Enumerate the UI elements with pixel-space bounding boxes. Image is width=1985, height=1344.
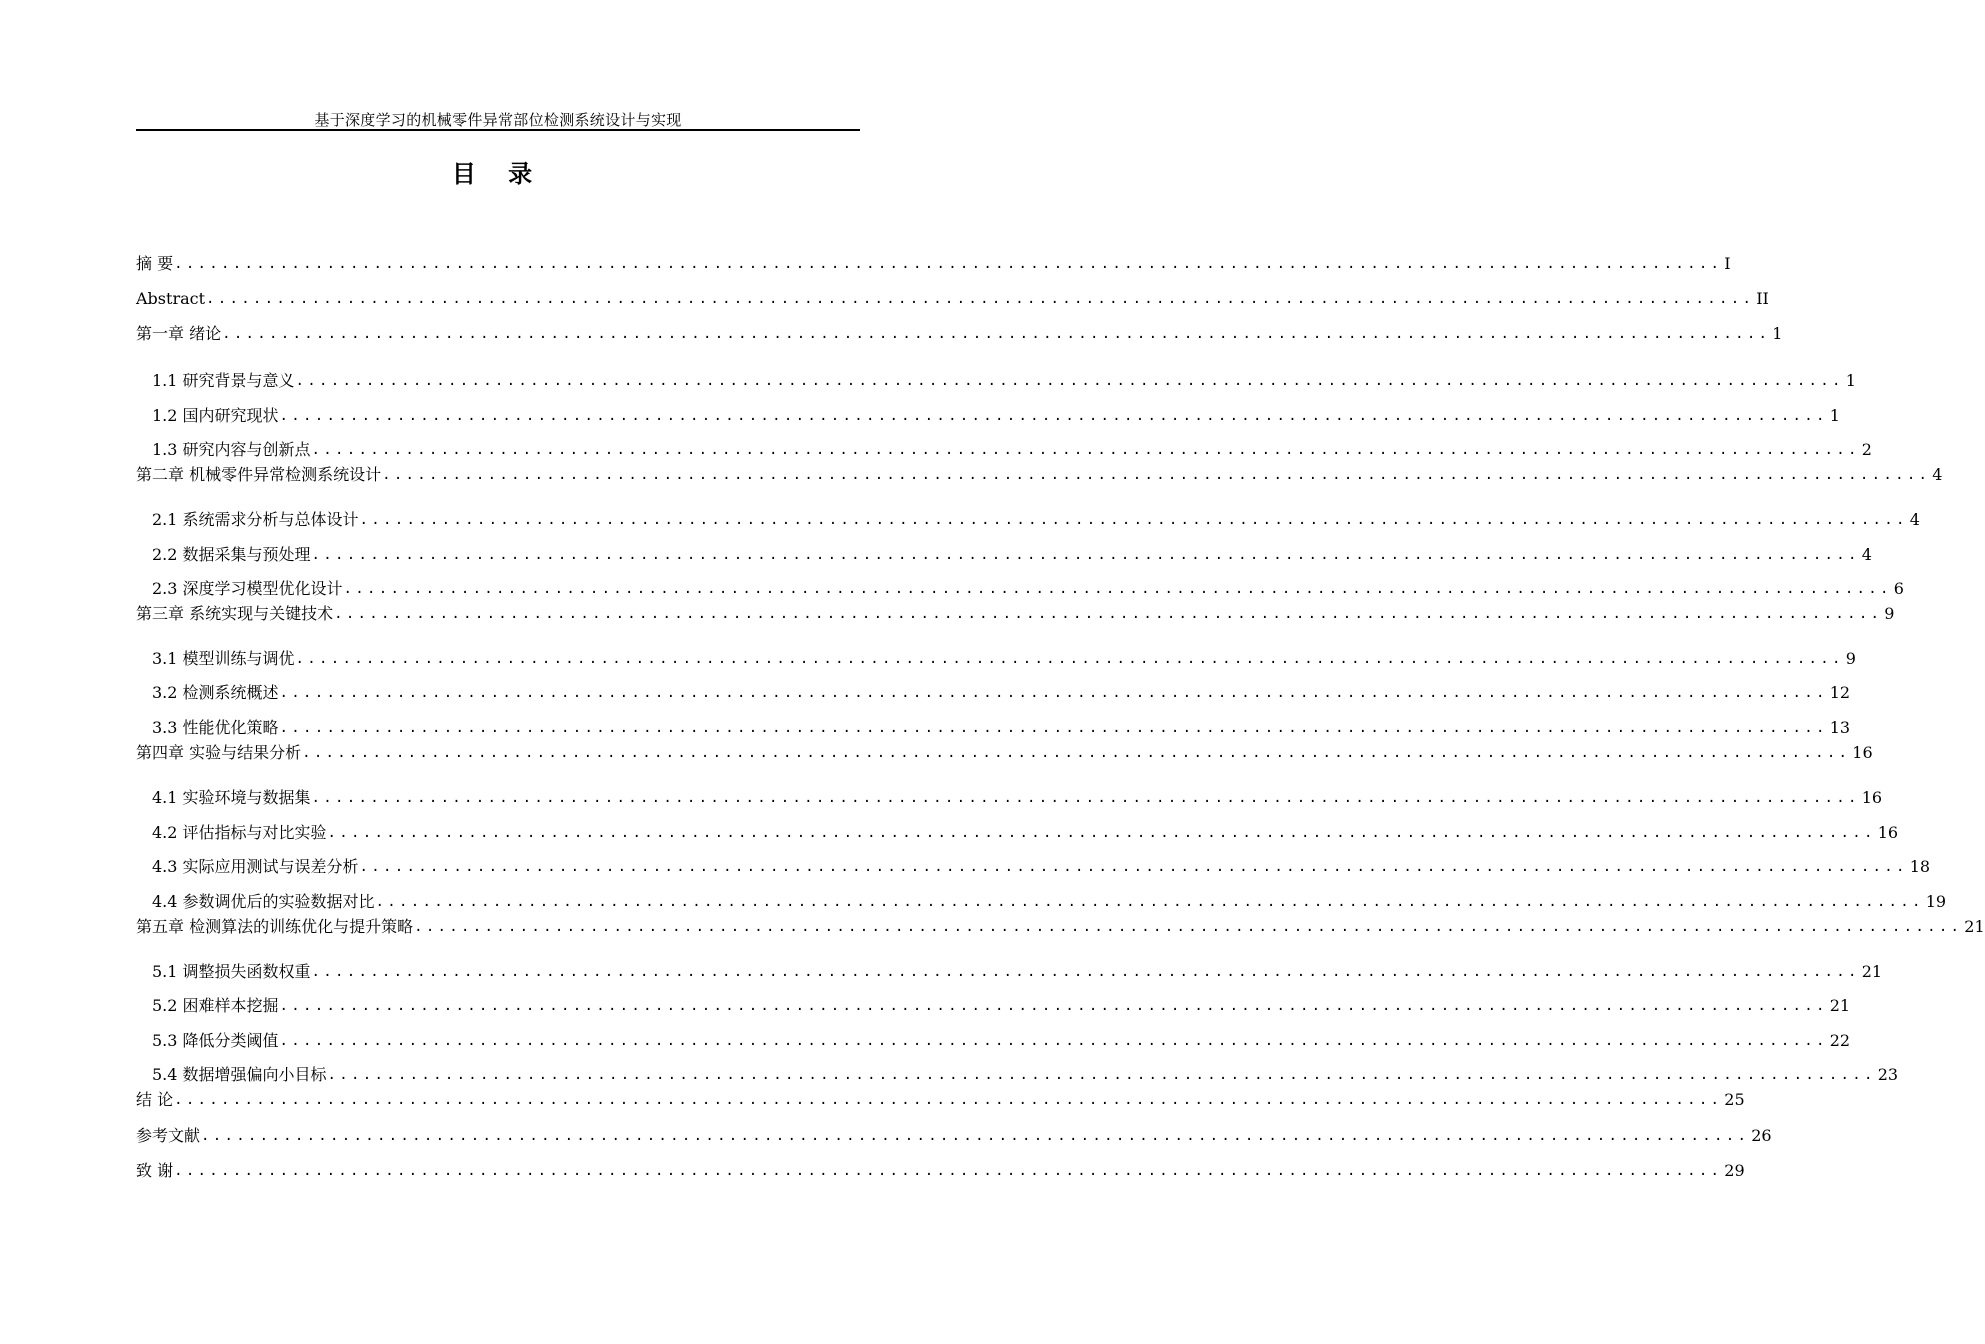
toc-entry-page: I — [1724, 254, 1731, 273]
toc-dot-leader: .................................................................................................................................... — [359, 859, 1908, 875]
toc-entry-page: 21 — [1964, 917, 1985, 936]
toc-entry-page: 23 — [1877, 1065, 1899, 1084]
toc-dot-leader: .................................................................................................................................... — [382, 467, 1931, 483]
toc-entry-page: 26 — [1751, 1126, 1772, 1145]
toc-entry-label: 5.4 数据增强偏向小目标 — [152, 1065, 327, 1084]
toc-dot-leader: .................................................................................................................................... — [327, 825, 1876, 841]
toc-dot-leader: .................................................................................................................................... — [359, 512, 1908, 528]
toc-entry-page: II — [1756, 289, 1769, 308]
toc-dot-leader: .................................................................................................................................... — [343, 581, 1892, 597]
toc-entry[interactable] — [136, 821, 1899, 845]
toc-entry[interactable] — [136, 994, 1851, 1018]
toc-entry[interactable] — [136, 322, 1783, 346]
toc-entry-label: 摘 要 — [136, 254, 174, 273]
toc-entry-label: 第四章 实验与结果分析 — [136, 743, 302, 762]
toc-entry-label: 4.2 评估指标与对比实验 — [152, 823, 327, 842]
toc-entry-label: Abstract — [136, 289, 206, 308]
toc-entry-label: 1.1 研究背景与意义 — [152, 371, 295, 390]
toc-entry-page: 25 — [1724, 1090, 1745, 1109]
toc-dot-leader: .................................................................................................................................... — [206, 291, 1755, 307]
toc-entry[interactable] — [136, 252, 1731, 276]
toc-entry[interactable] — [136, 438, 1872, 462]
toc-dot-leader: .................................................................................................................................... — [414, 919, 1963, 935]
toc-dot-leader: .................................................................................................................................... — [279, 998, 1828, 1014]
toc-dot-leader: .................................................................................................................................... — [302, 745, 1851, 761]
running-header: 基于深度学习的机械零件异常部位检测系统设计与实现 — [314, 111, 682, 129]
toc-entry-page: 4 — [1932, 465, 1943, 484]
toc-entry-label: 参考文献 — [136, 1126, 201, 1145]
toc-dot-leader: .................................................................................................................................... — [311, 790, 1860, 806]
toc-entry[interactable] — [136, 1088, 1745, 1112]
toc-entry-label: 结 论 — [136, 1090, 174, 1109]
toc-entry[interactable] — [136, 602, 1895, 626]
toc-entry-page: 16 — [1861, 788, 1883, 807]
toc-entry-page: 1 — [1829, 406, 1840, 425]
toc-dot-leader: .................................................................................................................................... — [279, 1033, 1828, 1049]
toc-entry-label: 5.2 困难样本挖掘 — [152, 996, 279, 1015]
toc-entry-page: 18 — [1909, 857, 1931, 876]
toc-entry[interactable] — [136, 681, 1851, 705]
toc-entry[interactable] — [136, 463, 1943, 487]
toc-entry-page: 16 — [1852, 743, 1873, 762]
toc-dot-leader: .................................................................................................................................... — [311, 547, 1860, 563]
toc-dot-leader: .................................................................................................................................... — [295, 651, 1844, 667]
toc-entry-label: 第二章 机械零件异常检测系统设计 — [136, 465, 382, 484]
toc-entry[interactable] — [136, 577, 1904, 601]
toc-dot-leader: .................................................................................................................................... — [279, 408, 1828, 424]
toc-entry-page: 2 — [1861, 440, 1872, 459]
toc-entry-label: 2.3 深度学习模型优化设计 — [152, 579, 343, 598]
toc-entry[interactable] — [136, 1124, 1772, 1148]
toc-dot-leader: .................................................................................................................................... — [279, 720, 1828, 736]
toc-title: 目 录 — [451, 160, 545, 188]
toc-entry-page: 6 — [1893, 579, 1904, 598]
toc-entry[interactable] — [136, 915, 1985, 939]
toc-entry[interactable] — [136, 543, 1872, 567]
toc-dot-leader: .................................................................................................................................... — [334, 606, 1883, 622]
toc-entry-label: 4.4 参数调优后的实验数据对比 — [152, 892, 375, 911]
toc-entry[interactable] — [136, 716, 1851, 740]
toc-entry[interactable] — [136, 369, 1856, 393]
toc-entry-page: 1 — [1845, 371, 1856, 390]
toc-entry-page: 12 — [1829, 683, 1851, 702]
toc-entry-page: 21 — [1829, 996, 1851, 1015]
toc-dot-leader: .................................................................................................................................... — [279, 685, 1828, 701]
toc-entry[interactable] — [136, 508, 1920, 532]
toc-entry-page: 13 — [1829, 718, 1851, 737]
toc-entry-label: 2.1 系统需求分析与总体设计 — [152, 510, 359, 529]
toc-entry-label: 第三章 系统实现与关键技术 — [136, 604, 334, 623]
toc-dot-leader: .................................................................................................................................... — [311, 442, 1860, 458]
toc-entry-page: 16 — [1877, 823, 1899, 842]
toc-entry[interactable] — [136, 786, 1883, 810]
toc-entry-page: 21 — [1861, 962, 1883, 981]
toc-entry-label: 4.3 实际应用测试与误差分析 — [152, 857, 359, 876]
toc-dot-leader: .................................................................................................................................... — [174, 1092, 1723, 1108]
toc-entry-page: 4 — [1861, 545, 1872, 564]
toc-dot-leader: .................................................................................................................................... — [295, 373, 1844, 389]
toc-entry[interactable] — [136, 1063, 1899, 1087]
toc-dot-leader: .................................................................................................................................... — [327, 1067, 1876, 1083]
toc-entry-page: 9 — [1884, 604, 1895, 623]
toc-entry-page: 4 — [1909, 510, 1920, 529]
toc-entry-label: 3.3 性能优化策略 — [152, 718, 279, 737]
toc-entry-label: 5.3 降低分类阈值 — [152, 1031, 279, 1050]
toc-entry-label: 第一章 绪论 — [136, 324, 222, 343]
toc-entry-label: 2.2 数据采集与预处理 — [152, 545, 311, 564]
toc-entry[interactable] — [136, 855, 1931, 879]
toc-entry[interactable] — [136, 1159, 1745, 1183]
toc-entry[interactable] — [136, 960, 1883, 984]
toc-entry[interactable] — [136, 741, 1873, 765]
toc-dot-leader: .................................................................................................................................... — [201, 1128, 1750, 1144]
toc-entry[interactable] — [136, 287, 1769, 311]
toc-entry[interactable] — [136, 890, 1947, 914]
toc-entry[interactable] — [136, 404, 1840, 428]
toc-entry-label: 4.1 实验环境与数据集 — [152, 788, 311, 807]
toc-entry[interactable] — [136, 647, 1856, 671]
toc-entry-label: 1.3 研究内容与创新点 — [152, 440, 311, 459]
toc-entry-label: 3.1 模型训练与调优 — [152, 649, 295, 668]
header-rule — [136, 129, 860, 131]
toc-dot-leader: .................................................................................................................................... — [375, 894, 1924, 910]
toc-entry-label: 1.2 国内研究现状 — [152, 406, 279, 425]
toc-entry-page: 19 — [1925, 892, 1947, 911]
toc-entry-label: 3.2 检测系统概述 — [152, 683, 279, 702]
toc-dot-leader: .................................................................................................................................... — [311, 964, 1860, 980]
toc-entry-page: 22 — [1829, 1031, 1851, 1050]
toc-dot-leader: .................................................................................................................................... — [174, 256, 1723, 272]
toc-entry-page: 1 — [1772, 324, 1783, 343]
toc-entry-page: 29 — [1724, 1161, 1745, 1180]
toc-entry-label: 第五章 检测算法的训练优化与提升策略 — [136, 917, 414, 936]
toc-entry-label: 5.1 调整损失函数权重 — [152, 962, 311, 981]
toc-dot-leader: .................................................................................................................................... — [174, 1163, 1723, 1179]
toc-dot-leader: .................................................................................................................................... — [222, 326, 1771, 342]
toc-entry[interactable] — [136, 1029, 1851, 1053]
toc-entry-page: 9 — [1845, 649, 1856, 668]
toc-entry-label: 致 谢 — [136, 1161, 174, 1180]
